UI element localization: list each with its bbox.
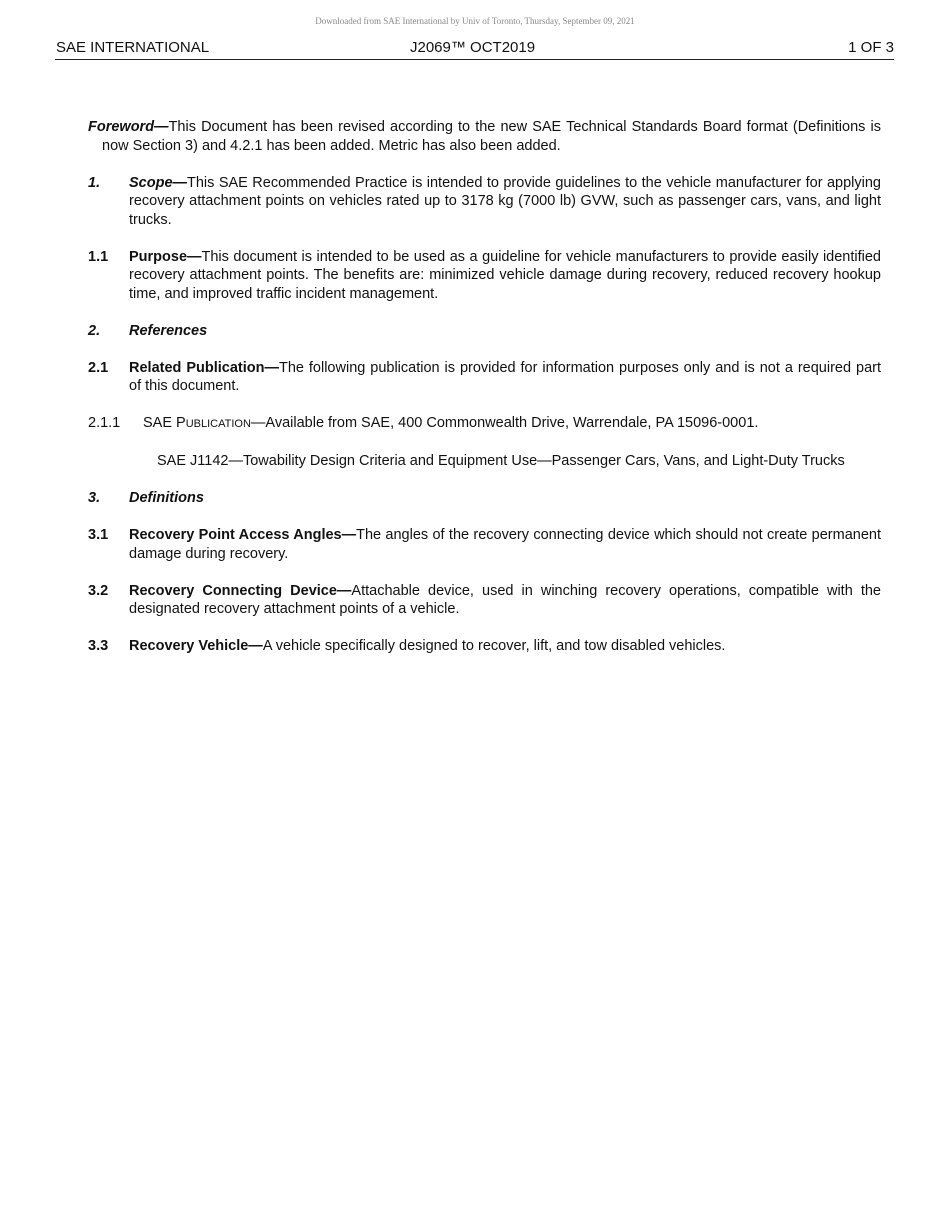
document-body: [88, 118, 881, 674]
foreword-title: Foreword—: [88, 119, 169, 135]
definition-term: Recovery Connecting Device—: [129, 582, 352, 599]
section-definitions: [88, 489, 881, 508]
download-watermark: Downloaded from SAE International by Univ of Toronto, Thursday, September 09, 2021: [315, 16, 635, 26]
reference-j1142: SAE J1142—Towability Design Criteria and Equipment Use—Passenger Cars, Vans, and Light-Duty Trucks: [157, 453, 845, 469]
section-number: 3.: [88, 490, 101, 506]
section-title-first: SAE P: [143, 415, 186, 431]
foreword-paragraph: [88, 118, 881, 155]
section-text: —Available from SAE, 400 Commonwealth Drive, Warrendale, PA 15096-0001.: [250, 415, 759, 431]
section-purpose: [88, 248, 881, 304]
definition-3-2: [88, 582, 881, 619]
section-number: 2.1: [88, 359, 109, 376]
section-title: References: [129, 322, 208, 339]
section-title: Definitions: [129, 490, 204, 506]
definition-text: The angles of the recovery connecting device which should not create permanent damage during recovery.: [129, 527, 881, 562]
section-number: 3.2: [88, 582, 109, 599]
definition-3-1: [88, 526, 881, 563]
definition-term: Recovery Vehicle—: [129, 638, 263, 654]
section-number: 3.3: [88, 638, 109, 654]
header-document-id: J2069™ OCT2019: [410, 39, 536, 56]
section-text: The following publication is provided for information purposes only and is not a required part of this document.: [129, 359, 881, 394]
section-number: 2.1.1: [88, 415, 121, 431]
section-title: Related Publication—: [129, 359, 279, 376]
section-number: 1.1: [88, 248, 109, 265]
section-sae-publication: [88, 414, 881, 434]
section-title: Scope—: [129, 174, 188, 191]
section-text: This document is intended to be used as a guideline for vehicle manufacturers to provide easily identified recovery attachment points. The benefits are: minimized vehicle damage during recovery, reduced recovery hookup time, and improved traffic incident management.: [129, 248, 881, 302]
section-scope: [88, 174, 881, 230]
foreword-text: This Document has been revised according to the new SAE Technical Standards Board format (Definitions is now Section 3) and 4.2.1 has been added. Metric has also been added.: [102, 119, 881, 154]
section-references: [88, 322, 881, 341]
section-number: 2.: [88, 322, 101, 339]
section-title: Purpose—: [129, 248, 202, 265]
definition-text: A vehicle specifically designed to recover, lift, and tow disabled vehicles.: [262, 638, 726, 654]
definition-text: Attachable device, used in winching recovery operations, compatible with the designated recovery attachment points of a vehicle.: [129, 582, 881, 617]
section-number: 1.: [88, 174, 101, 191]
page-header: [55, 39, 894, 60]
definition-term: Recovery Point Access Angles—: [129, 527, 357, 543]
section-related-publication: [88, 359, 881, 396]
header-organization: SAE INTERNATIONAL: [56, 39, 210, 56]
header-page-number: 1 OF 3: [848, 39, 894, 56]
section-number: 3.1: [88, 527, 109, 543]
section-title-rest: UBLICATION: [185, 418, 251, 430]
definition-3-3: [88, 637, 881, 656]
section-text: This SAE Recommended Practice is intended to provide guidelines to the vehicle manufacturer for applying recovery attachment points on vehicles rated up to 3178 kg (7000 lb) GVW, such as passenger cars, vans, and light trucks.: [129, 174, 881, 228]
